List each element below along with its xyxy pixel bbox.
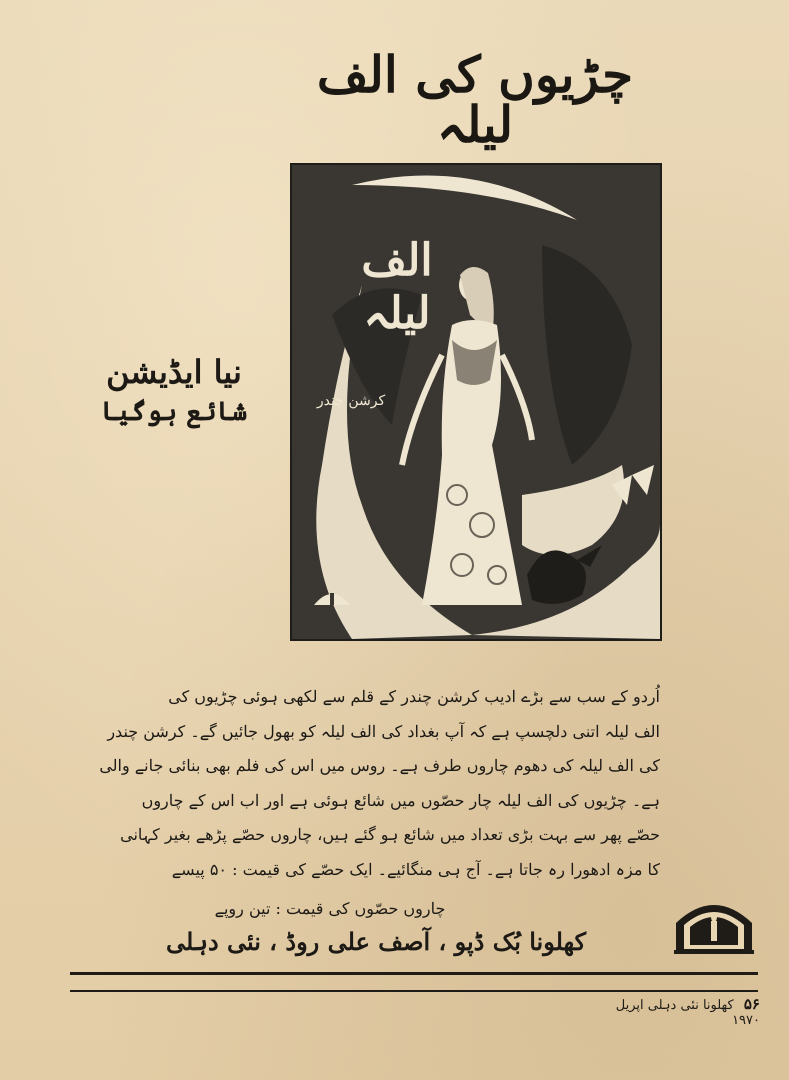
publisher-address: کھلونا بُک ڈپو ، آصف علی روڈ ، نئی دہلی bbox=[165, 927, 587, 956]
cover-title: الف لیلہ bbox=[361, 235, 433, 339]
ad-description bbox=[60, 680, 660, 887]
new-edition-notice bbox=[84, 352, 264, 430]
description-line: کی الف لیلہ کی دھوم چاروں طرف ہے۔ روس میں اس کی فلم بھی بنائی جانے والی bbox=[99, 756, 660, 775]
page-footer bbox=[600, 995, 760, 1028]
cover-author: کرشن چندر bbox=[316, 393, 386, 409]
edition-line-2: شائع ہوگیا bbox=[100, 396, 248, 427]
page-number: ۵۶ bbox=[743, 995, 760, 1013]
divider-thick bbox=[70, 972, 758, 975]
description-line: حصّے پھر سے بہت بڑی تعداد میں شائع ہو گئے ہیں، چاروں حصّے پڑھے بغیر کہانی bbox=[120, 825, 660, 844]
description-line: ہے۔ چڑیوں کی الف لیلہ چار حصّوں میں شائع ہوئی ہے اور اب اس کے چاروں bbox=[141, 790, 660, 810]
description-line: الف لیلہ اتنی دلچسپ ہے کہ آپ بغداد کی الف لیلہ کو بھول جائیں گے۔ کرشن چندر bbox=[107, 721, 660, 741]
edition-line-1: نیا ایڈیشن bbox=[106, 353, 242, 391]
ad-headline: چڑیوں کی الف لیلہ bbox=[316, 44, 634, 154]
book-cover-illustration bbox=[290, 163, 662, 641]
khilona-logo-icon bbox=[672, 893, 756, 955]
description-line: کا مزہ ادھورا رہ جاتا ہے۔ آج ہی منگائیے۔ ایک حصّے کی قیمت : ۵۰ پیسے bbox=[171, 859, 660, 879]
issue-info: کھلونا نئی دہلی اپریل ۱۹۷۰ bbox=[615, 998, 760, 1028]
divider-thin bbox=[70, 990, 758, 992]
total-price: چاروں حصّوں کی قیمت : تین روپے bbox=[214, 899, 446, 918]
description-line: اُردو کے سب سے بڑے ادیب کرشن چندر کے قلم سے لکھی ہوئی چڑیوں کی bbox=[168, 687, 660, 706]
